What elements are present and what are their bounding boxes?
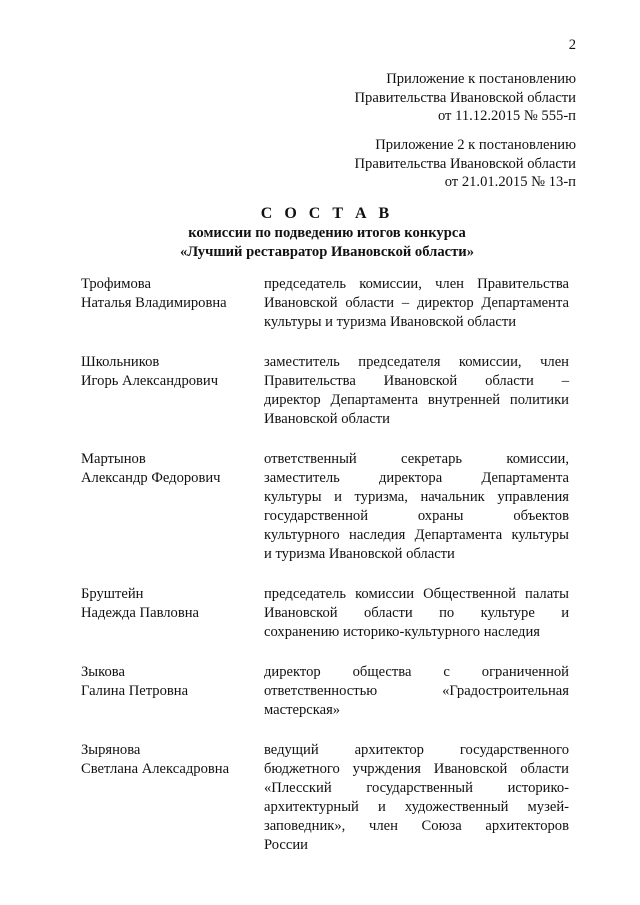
role-line: председатель комиссии, член Правительства: [264, 276, 569, 292]
annex-line: Приложение к постановлению: [386, 71, 576, 87]
title-subline: «Лучший реставратор Ивановской области»: [179, 243, 474, 260]
member-entry: [81, 663, 569, 720]
role-line: «Плесский государственный историко-: [264, 780, 569, 796]
annex-line: от 21.01.2015 № 13-п: [444, 174, 576, 190]
role-line: и туризма Ивановской области: [264, 546, 455, 562]
member-name: [81, 585, 264, 642]
title-subline: комиссии по подведению итогов конкурса: [188, 225, 466, 241]
role-line: ответственный секретарь комиссии,: [264, 451, 569, 467]
annex-reference-1: [176, 70, 576, 126]
role-line: культурного наследия Департамента культуры: [264, 527, 569, 543]
member-role: [264, 741, 569, 855]
role-line: ответственностью «Градостроительная: [264, 683, 569, 699]
member-role: [264, 585, 569, 642]
member-role: [264, 663, 569, 720]
member-name: [81, 353, 264, 429]
role-line: Ивановской области по культуре и: [264, 605, 569, 621]
member-surname: Зырянова: [81, 742, 141, 758]
role-line: Ивановской области: [264, 411, 390, 427]
role-line: архитектурный и художественный музей-: [264, 799, 569, 815]
member-given-names: Наталья Владимировна: [81, 295, 227, 311]
role-line: заместитель председателя комиссии, член: [264, 354, 569, 370]
member-entry: [81, 353, 569, 429]
member-name: [81, 275, 264, 332]
role-line: сохранению историко-культурного наследия: [264, 624, 540, 640]
role-line: культуры и туризма, начальник управления: [264, 489, 569, 505]
member-surname: Мартынов: [81, 451, 146, 467]
member-surname: Бруштейн: [81, 586, 144, 602]
role-line: директор общества с ограниченной: [264, 664, 569, 680]
page-number: 2: [568, 37, 576, 53]
annex-line: Приложение 2 к постановлению: [375, 137, 576, 153]
annex-reference-2: [176, 136, 576, 192]
member-entry: [81, 275, 569, 332]
member-entry: [81, 450, 569, 564]
role-line: Правительства Ивановской области –: [264, 373, 569, 389]
member-name: [81, 663, 264, 720]
title-main: С О С Т А В: [260, 205, 394, 222]
member-name: [81, 450, 264, 564]
role-line: культуры и туризма Ивановской области: [264, 314, 517, 330]
member-role: [264, 353, 569, 429]
member-given-names: Светлана Алексадровна: [81, 761, 230, 777]
role-line: заповедник», член Союза архитекторов: [264, 818, 569, 834]
role-line: бюджетного учрждения Ивановской области: [264, 761, 569, 777]
annex-line: от 11.12.2015 № 555-п: [437, 108, 576, 124]
role-line: государственной охраны объектов: [264, 508, 569, 524]
document-title: [64, 205, 590, 261]
role-line: России: [264, 837, 308, 853]
member-given-names: Игорь Александрович: [81, 373, 219, 389]
member-role: [264, 275, 569, 332]
member-given-names: Галина Петровна: [81, 683, 189, 699]
annex-line: Правительства Ивановской области: [354, 89, 576, 106]
member-given-names: Александр Федорович: [81, 470, 221, 486]
role-line: мастерская»: [264, 702, 341, 718]
member-role: [264, 450, 569, 564]
role-line: ведущий архитектор государственного: [264, 742, 569, 758]
member-entry: [81, 741, 569, 855]
member-surname: Зыкова: [81, 664, 125, 680]
member-surname: Трофимова: [81, 276, 151, 292]
members-list: [81, 275, 569, 876]
member-name: [81, 741, 264, 855]
role-line: Ивановской области – директор Департамента: [264, 295, 569, 311]
role-line: директор Департамента внутренней политики: [264, 392, 569, 408]
member-surname: Школьников: [81, 354, 160, 370]
member-entry: [81, 585, 569, 642]
annex-line: Правительства Ивановской области: [354, 155, 576, 172]
role-line: председатель комиссии Общественной палаты: [264, 586, 569, 602]
member-given-names: Надежда Павловна: [81, 605, 200, 621]
role-line: заместитель директора Департамента: [264, 470, 569, 486]
